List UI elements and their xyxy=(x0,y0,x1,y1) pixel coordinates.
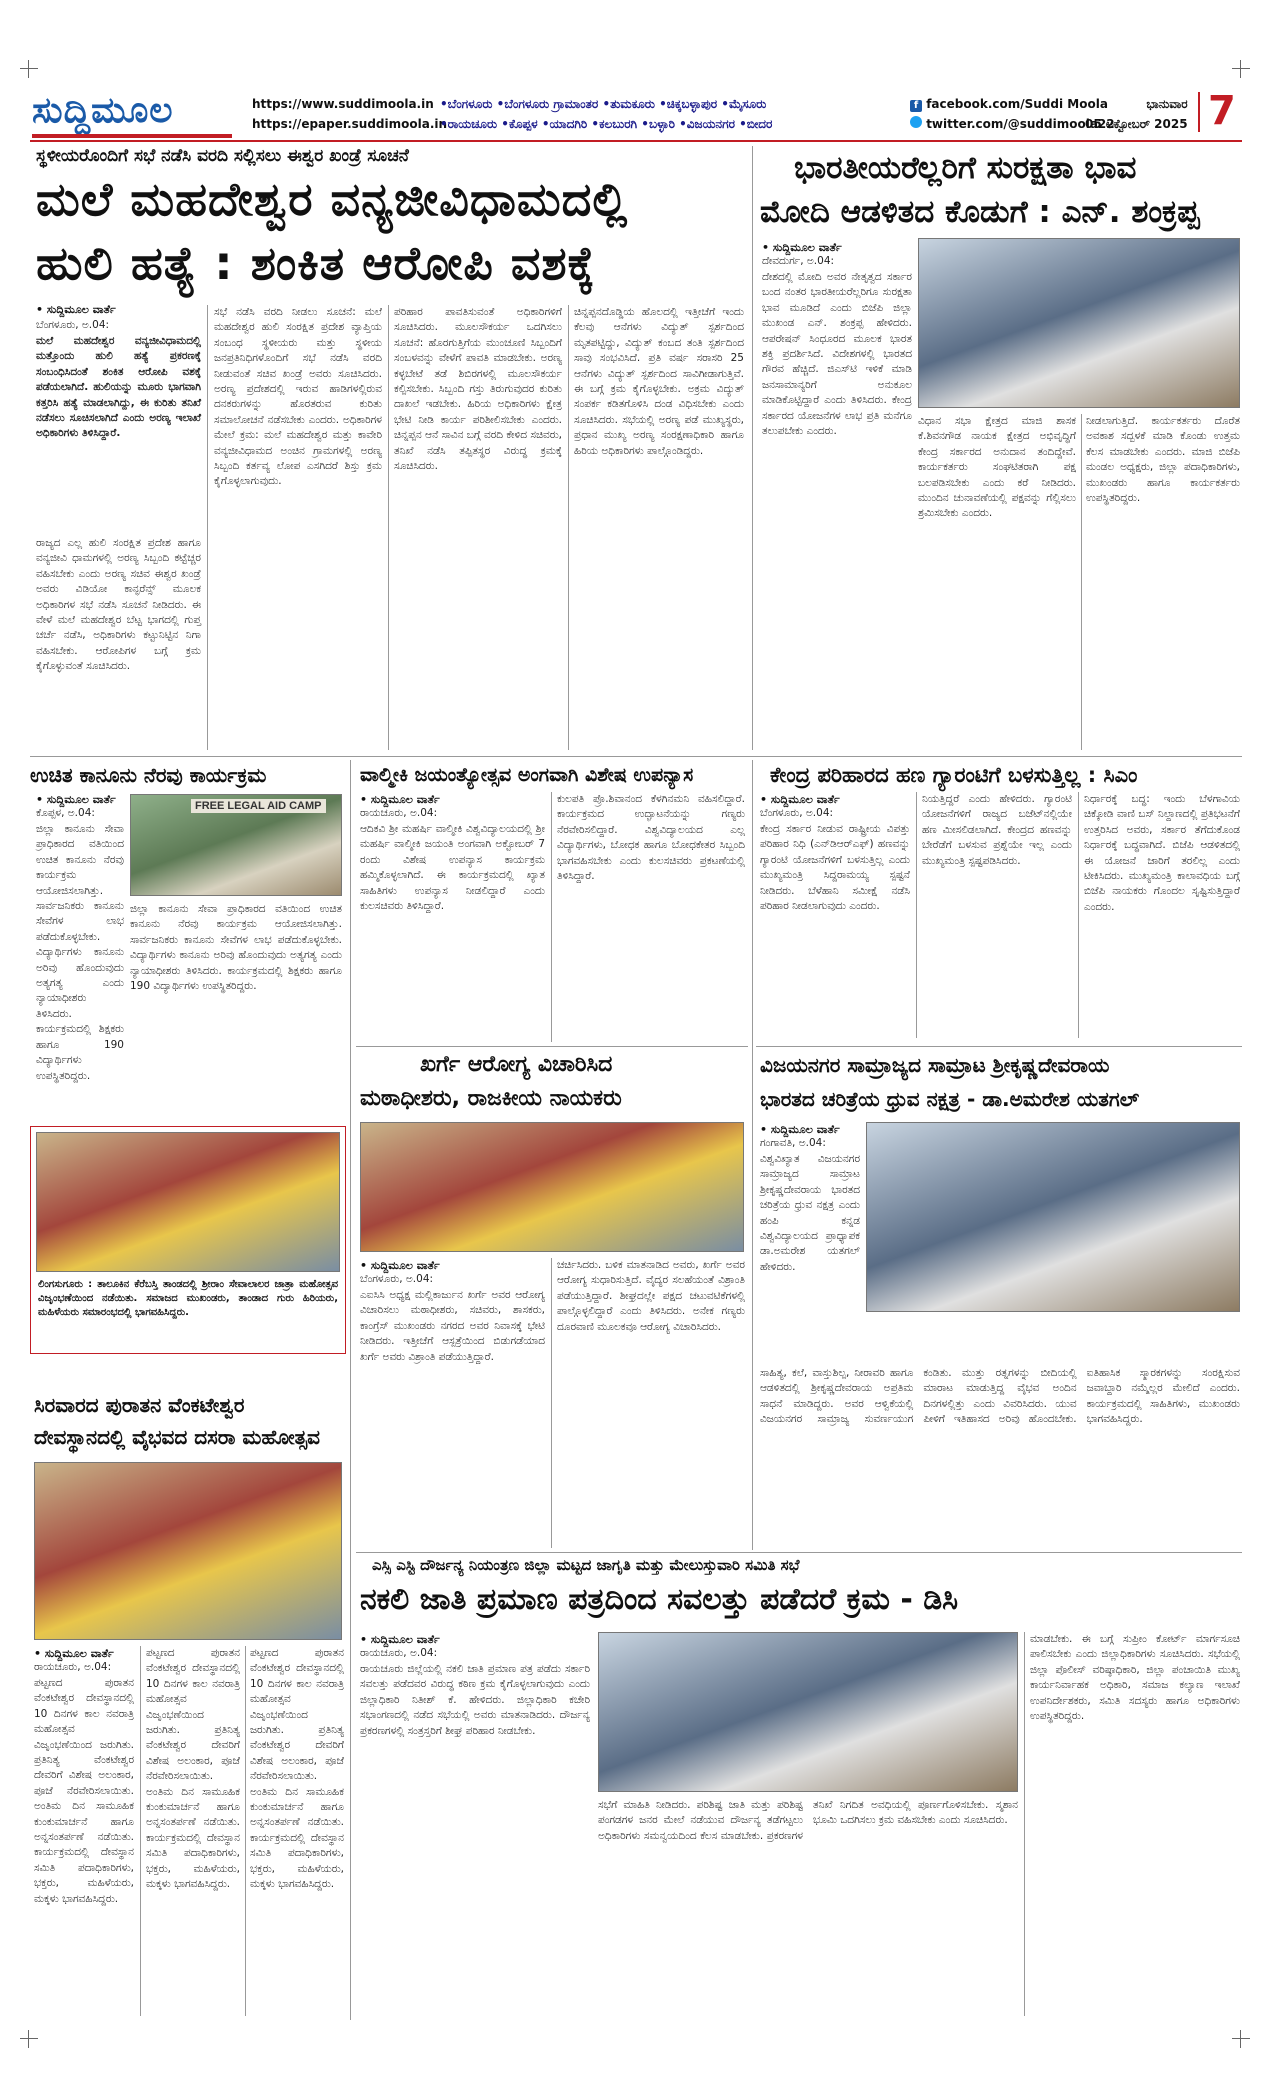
registration-mark-top-left xyxy=(20,60,38,78)
article5-dateline: ರಾಯಚೂರು, ಅ.04: xyxy=(360,807,438,819)
article2-byline: • ಸುದ್ದಿಮೂಲ ವಾರ್ತೆ xyxy=(762,241,842,254)
article2-headline-line2: ಮೋದಿ ಆಡಳಿತದ ಕೊಡುಗೆ : ಎನ್. ಶಂಕ್ರಪ್ಪ xyxy=(760,194,1200,230)
article9-col3: ಮಾಡಬೇಕು. ಈ ಬಗ್ಗೆ ಸುಪ್ರೀಂ ಕೋರ್ಟ್ ಮಾರ್ಗಸೂಚಿ ಪಾಲಿಸಬೇಕು ಎಂದು ಜಿಲ್ಲಾಧಿಕಾರಿಗಳು ಸೂಚಿಸಿದರು. ಸಭೆಯಲ್ಲಿ ಜಿಲ್ಲಾ ಪೊಲೀಸ್ ವರಿಷ್ಠಾಧಿಕಾರಿ, ಜಿಲ್ಲಾ ಪಂಚಾಯಿತಿ ಮುಖ್ಯ ಕಾರ್ಯನಿರ್ವಾಹಕ ಅಧಿಕಾರಿ, ಸಮಾಜ ಕಲ್ಯಾಣ ಇಲಾಖೆ ಉಪನಿರ್ದೇಶಕರು, ಸಮಿತಿ ಸದಸ್ಯರು ಹಾಗೂ ಅಧಿಕಾರಿಗಳು ಉಪಸ್ಥಿತರಿದ್ದರು. xyxy=(1030,1633,1240,1723)
facebook-icon: f xyxy=(910,100,922,112)
article7-byline: • ಸುದ್ದಿಮೂಲ ವಾರ್ತೆ xyxy=(760,793,840,806)
article2-col1: ದೇಶದಲ್ಲಿ ಮೋದಿ ಅವರ ನೇತೃತ್ವದ ಸರ್ಕಾರ ಬಂದ ನಂತರ ಭಾರತೀಯರೆಲ್ಲರಿಗೂ ಸುರಕ್ಷತಾ ಭಾವ ಮೂಡಿದೆ ಎಂದು ಬಿಜೆಪಿ ಜಿಲ್ಲಾ ಮುಖಂಡ ಎನ್. ಶಂಕ್ರಪ್ಪ ಹೇಳಿದರು. ಆಪರೇಷನ್ ಸಿಂಧೂರದ ಮೂಲಕ ಭಾರತ ಶಕ್ತಿ ಪ್ರದರ್ಶಿಸಿದೆ. ವಿದೇಶಗಳಲ್ಲಿ ಭಾರತದ ಗೌರವ ಹೆಚ್ಚಿದೆ. ಜಿಎಸ್‌ಟಿ ಇಳಿಕೆ ಮಾಡಿ ಜನಸಾಮಾನ್ಯರಿಗೆ ಅನುಕೂಲ ಮಾಡಿಕೊಟ್ಟಿದ್ದಾರೆ ಎಂದು ತಿಳಿಸಿದರು. ಕೇಂದ್ರ ಸರ್ಕಾರದ ಯೋಜನೆಗಳ ಲಾಭ ಪ್ರತಿ ಮನೆಗೂ ತಲುಪಬೇಕು ಎಂದರು. xyxy=(762,271,912,438)
row-divider xyxy=(356,1046,748,1047)
article9-dateline: ರಾಯಚೂರು, ಅ.04: xyxy=(360,1647,438,1659)
col-divider xyxy=(1024,1632,1025,2016)
article6-dateline: ಬೆಂಗಳೂರು, ಅ.04: xyxy=(360,1273,434,1285)
article9-photo xyxy=(598,1632,1018,1792)
article5-byline: • ಸುದ್ದಿಮೂಲ ವಾರ್ತೆ xyxy=(360,793,440,806)
article3-photo xyxy=(130,794,342,896)
article6-headline-line1: ಖರ್ಗೆ ಆರೋಗ್ಯ ವಿಚಾರಿಸಿದ xyxy=(420,1052,613,1077)
website-link[interactable]: https://www.suddimoola.in xyxy=(252,97,434,111)
twitter-link[interactable]: twitter.com/@suddimoola22 xyxy=(926,117,1115,131)
article4-photo xyxy=(34,1462,342,1640)
col-divider xyxy=(140,1646,141,2016)
article1-col1: ರಾಜ್ಯದ ಎಲ್ಲ ಹುಲಿ ಸಂರಕ್ಷಿತ ಪ್ರದೇಶ ಹಾಗೂ ವನ್ಯಜೀವಿ ಧಾಮಗಳಲ್ಲಿ ಅರಣ್ಯ ಸಿಬ್ಬಂದಿ ಕಟ್ಟೆಚ್ಚರ ವಹಿಸಬೇಕು ಎಂದು ಅರಣ್ಯ ಸಚಿವ ಈಶ್ವರ ಖಂಡ್ರೆ ಅವರು ವಿಡಿಯೋ ಕಾನ್ಫರೆನ್ಸ್ ಮೂಲಕ ಅಧಿಕಾರಿಗಳ ಸಭೆ ನಡೆಸಿ ಸೂಚನೆ ನೀಡಿದರು. ಈ ವೇಳೆ ಮಲೆ ಮಹದೇಶ್ವರ ಬೆಟ್ಟ ಭಾಗದಲ್ಲಿ ಗುಪ್ತ ಚರ್ಚೆ ನಡೆಸಿ, ಅಧಿಕಾರಿಗಳು ಕಟ್ಟುನಿಟ್ಟಿನ ನಿಗಾ ವಹಿಸಬೇಕು. ಆರೋಪಿಗಳ ಬಗ್ಗೆ ಕ್ರಮ ಕೈಗೊಳ್ಳುವಂತೆ ಸೂಚಿಸಿದರು. xyxy=(36,537,201,673)
article9-byline: • ಸುದ್ದಿಮೂಲ ವಾರ್ತೆ xyxy=(360,1633,440,1646)
article3-dateline: ಕೊಪ್ಪಳ, ಅ.04: xyxy=(36,807,95,819)
issue-date-text: 05 ಅಕ್ಟೋಬರ್ 2025 xyxy=(1085,117,1188,131)
article4-dateline: ರಾಯಚೂರು, ಅ.04: xyxy=(34,1661,112,1673)
article5-headline: ವಾಲ್ಮೀಕಿ ಜಯಂತ್ಯೋತ್ಸವ ಅಂಗವಾಗಿ ವಿಶೇಷ ಉಪನ್ಯಾಸ xyxy=(360,764,694,786)
article7-col2: ನಿಯತ್ತಿದ್ದರೆ ಎಂದು ಹೇಳಿದರು. ಗ್ಯಾರಂಟಿ ಯೋಜನೆಗಳಿಗೆ ರಾಜ್ಯದ ಬಜೆಟ್‌ನಲ್ಲಿಯೇ ಹಣ ಮೀಸಲಿಡಲಾಗಿದೆ. ಕೇಂದ್ರದ ಹಣವನ್ನು ಬೇರೆಡೆಗೆ ಬಳಸುವ ಪ್ರಶ್ನೆಯೇ ಇಲ್ಲ ಎಂದು ಮುಖ್ಯಮಂತ್ರಿ ಸ್ಪಷ್ಟಪಡಿಸಿದರು. xyxy=(922,793,1072,867)
cities-line-1: •ಬೆಂಗಳೂರು •ಬೆಂಗಳೂರು ಗ್ರಾಮಾಂತರ •ತುಮಕೂರು •ಚಿಕ್ಕಬಳ್ಳಾಪುರ •ಮೈಸೂರು xyxy=(440,97,767,111)
registration-mark-bottom-left xyxy=(20,2030,38,2048)
masthead-logo[interactable]: ಸುದ್ದಿಮೂಲ xyxy=(32,90,242,134)
article9-col2: ಸಭೆಗೆ ಮಾಹಿತಿ ನೀಡಿದರು. ಪರಿಶಿಷ್ಟ ಜಾತಿ ಮತ್ತು ಪರಿಶಿಷ್ಟ ಪಂಗಡಗಳ ಜನರ ಮೇಲೆ ನಡೆಯುವ ದೌರ್ಜನ್ಯ ತಡೆಗಟ್ಟಲು ಅಧಿಕಾರಿಗಳು ಸಮನ್ವಯದಿಂದ ಕೆಲಸ ಮಾಡಬೇಕು. ಪ್ರಕರಣಗಳ ತನಿಖೆ ನಿಗದಿತ ಅವಧಿಯಲ್ಲಿ ಪೂರ್ಣಗೊಳಿಸಬೇಕು. ಸ್ಮಶಾನ ಭೂಮಿ ಒದಗಿಸಲು ಕ್ರಮ ವಹಿಸಬೇಕು ಎಂದು ಸೂಚಿಸಿದರು. xyxy=(598,1799,1018,1842)
article3-byline: • ಸುದ್ದಿಮೂಲ ವಾರ್ತೆ xyxy=(36,793,116,806)
article5-col1: ಆದಿಕವಿ ಶ್ರೀ ಮಹರ್ಷಿ ವಾಲ್ಮೀಕಿ ವಿಶ್ವವಿದ್ಯಾಲಯದಲ್ಲಿ ಶ್ರೀ ಮಹರ್ಷಿ ವಾಲ್ಮೀಕಿ ಜಯಂತಿ ಅಂಗವಾಗಿ ಅಕ್ಟೋಬರ್ 7 ರಂದು ವಿಶೇಷ ಉಪನ್ಯಾಸ ಕಾರ್ಯಕ್ರಮ ಹಮ್ಮಿಕೊಳ್ಳಲಾಗಿದೆ. ಈ ಕಾರ್ಯಕ್ರಮದಲ್ಲಿ ಖ್ಯಾತ ಸಾಹಿತಿಗಳು ಉಪನ್ಯಾಸ ನೀಡಲಿದ್ದಾರೆ ಎಂದು ಕುಲಸಚಿವರು ತಿಳಿಸಿದ್ದಾರೆ. xyxy=(360,823,545,913)
epaper-link[interactable]: https://epaper.suddimoola.in xyxy=(252,117,448,131)
cities-line-2: •ರಾಯಚೂರು •ಕೊಪ್ಪಳ •ಯಾದಗಿರಿ •ಕಲಬುರಗಿ •ಬಳ್ಳಾರಿ •ವಿಜಯನಗರ •ಬೀದರ xyxy=(440,117,773,131)
col-divider xyxy=(245,1646,246,2016)
article3-body: ಜಿಲ್ಲಾ ಕಾನೂನು ಸೇವಾ ಪ್ರಾಧಿಕಾರದ ವತಿಯಿಂದ ಉಚಿತ ಕಾನೂನು ನೆರವು ಕಾರ್ಯಕ್ರಮ ಆಯೋಜಿಸಲಾಗಿತ್ತು. ಸಾರ್ವಜನಿಕರು ಕಾನೂನು ಸೇವೆಗಳ ಲಾಭ ಪಡೆದುಕೊಳ್ಳಬೇಕು. ವಿದ್ಯಾರ್ಥಿಗಳು ಕಾನೂನು ಅರಿವು ಹೊಂದುವುದು ಅತ್ಯಗತ್ಯ ಎಂದು ನ್ಯಾಯಾಧೀಶರು ತಿಳಿಸಿದರು. ಕಾರ್ಯಕ್ರಮದಲ್ಲಿ ಶಿಕ್ಷಕರು ಹಾಗೂ 190 ವಿದ್ಯಾರ್ಥಿಗಳು ಉಪಸ್ಥಿತರಿದ್ದರು. xyxy=(36,823,124,1082)
article1-kicker: ಸ್ಥಳೀಯರೊಂದಿಗೆ ಸಭೆ ನಡೆಸಿ ವರದಿ ಸಲ್ಲಿಸಲು ಈಶ್ವರ ಖಂಡ್ರೆ ಸೂಚನೆ xyxy=(36,146,409,166)
site-links xyxy=(252,94,447,134)
article7-headline: ಕೇಂದ್ರ ಪರಿಹಾರದ ಹಣ ಗ್ಯಾರಂಟಿಗೆ ಬಳಸುತ್ತಿಲ್ಲ : ಸಿಎಂ xyxy=(770,763,1138,787)
article1-byline: • ಸುದ್ದಿಮೂಲ ವಾರ್ತೆ xyxy=(36,303,116,316)
article8-byline: • ಸುದ್ದಿಮೂಲ ವಾರ್ತೆ xyxy=(760,1123,840,1136)
social-links xyxy=(910,94,1115,134)
twitter-icon xyxy=(910,116,922,128)
facebook-link[interactable]: facebook.com/Suddi Moola xyxy=(926,97,1108,111)
article7-col1: ಕೇಂದ್ರ ಸರ್ಕಾರ ನೀಡುವ ರಾಷ್ಟ್ರೀಯ ವಿಪತ್ತು ಪರಿಹಾರ ನಿಧಿ (ಎನ್‌ಡಿಆರ್‌ಎಫ್) ಹಣವನ್ನು ಗ್ಯಾರಂಟಿ ಯೋಜನೆಗಳಿಗೆ ಬಳಸುತ್ತಿಲ್ಲ ಎಂದು ಮುಖ್ಯಮಂತ್ರಿ ಸಿದ್ದರಾಮಯ್ಯ ಸ್ಪಷ್ಟನೆ ನೀಡಿದರು. ಬೆಳೆಹಾನಿ ಸಮೀಕ್ಷೆ ನಡೆಸಿ ಪರಿಹಾರ ನೀಡಲಾಗುವುದು ಎಂದರು. xyxy=(760,823,910,913)
legal-aid-banner: FREE LEGAL AID CAMP xyxy=(191,799,326,813)
article1-headline-line1: ಮಲೆ ಮಹದೇಶ್ವರ ವನ್ಯಜೀವಿಧಾಮದಲ್ಲಿ xyxy=(36,172,629,226)
article8-dateline: ಗಂಗಾವತಿ, ಅ.04: xyxy=(760,1137,826,1149)
article4-body: ಪಟ್ಟಣದ ಪುರಾತನ ವೆಂಕಟೇಶ್ವರ ದೇವಸ್ಥಾನದಲ್ಲಿ 10 ದಿನಗಳ ಕಾಲ ನವರಾತ್ರಿ ಮಹೋತ್ಸವ ವಿಜೃಂಭಣೆಯಿಂದ ಜರುಗಿತು. ಪ್ರತಿನಿತ್ಯ ವೆಂಕಟೇಶ್ವರ ದೇವರಿಗೆ ವಿಶೇಷ ಅಲಂಕಾರ, ಪೂಜೆ ನೆರವೇರಿಸಲಾಯಿತು. ಅಂತಿಮ ದಿನ ಸಾಮೂಹಿಕ ಕುಂಕುಮಾರ್ಚನೆ ಹಾಗೂ ಅನ್ನಸಂತರ್ಪಣೆ ನಡೆಯಿತು. ಕಾರ್ಯಕ್ರಮದಲ್ಲಿ ದೇವಸ್ಥಾನ ಸಮಿತಿ ಪದಾಧಿಕಾರಿಗಳು, ಭಕ್ತರು, ಮಹಿಳೆಯರು, ಮಕ್ಕಳು ಭಾಗವಹಿಸಿದ್ದರು. xyxy=(34,1677,134,1905)
article9-kicker: ಎಸ್ಸಿ ಎಸ್ಟಿ ದೌರ್ಜನ್ಯ ನಿಯಂತ್ರಣ ಜಿಲ್ಲಾ ಮಟ್ಟದ ಜಾಗೃತಿ ಮತ್ತು ಮೇಲುಸ್ತುವಾರಿ ಸಮಿತಿ ಸಭೆ xyxy=(372,1556,800,1574)
edition-cities xyxy=(440,94,772,134)
article8-photo xyxy=(866,1122,1240,1312)
row-divider xyxy=(30,756,1242,757)
article2-headline-line1: ಭಾರತೀಯರೆಲ್ಲರಿಗೆ ಸುರಕ್ಷತಾ ಭಾವ xyxy=(794,150,1137,186)
article6-headline-line2: ಮಠಾಧೀಶರು, ರಾಜಕೀಯ ನಾಯಕರು xyxy=(360,1086,622,1111)
article1-col2: ಸಭೆ ನಡೆಸಿ ವರದಿ ನೀಡಲು ಸೂಚನೆ: ಮಲೆ ಮಹದೇಶ್ವರ ಹುಲಿ ಸಂರಕ್ಷಿತ ಪ್ರದೇಶ ವ್ಯಾಪ್ತಿಯ ಸಂಬಂಧ ಸ್ಥಳೀಯರು ಮತ್ತು ಸ್ಥಳೀಯ ಜನಪ್ರತಿನಿಧಿಗಳೊಂದಿಗೆ ಸಭೆ ನಡೆಸಿ ವರದಿ ನೀಡುವಂತೆ ಸಚಿವ ಖಂಡ್ರೆ ಅವರು ಸೂಚಿಸಿದರು. ಅರಣ್ಯ ಪ್ರದೇಶದಲ್ಲಿ ಇರುವ ಹಾಡಿಗಳಲ್ಲಿರುವ ದನಕರುಗಳನ್ನು ಹೊರತರುವ ಕುರಿತು ಸಮಾಲೋಚನೆ ನಡೆಸಬೇಕು ಎಂದರು. ಅಧಿಕಾರಿಗಳ ಮೇಲೆ ಕ್ರಮ: ಮಲೆ ಮಹದೇಶ್ವರ ಮತ್ತು ಕಾವೇರಿ ವನ್ಯಜೀವಿಧಾಮದ ಅಂಚಿನ ಗ್ರಾಮಗಳಲ್ಲಿ ಅರಣ್ಯ ಸಿಬ್ಬಂದಿ ಕರ್ತವ್ಯ ಲೋಪ ಎಸಗಿದರೆ ಶಿಸ್ತು ಕ್ರಮ ಕೈಗೊಳ್ಳಲಾಗುವುದು. xyxy=(214,306,382,488)
article6-byline: • ಸುದ್ದಿಮೂಲ ವಾರ್ತೆ xyxy=(360,1259,440,1272)
section-divider xyxy=(752,146,753,750)
article8-headline-line2: ಭಾರತದ ಚರಿತ್ರೆಯ ಧ್ರುವ ನಕ್ಷತ್ರ - ಡಾ.ಅಮರೇಶ ಯತಗಲ್ xyxy=(760,1087,1140,1111)
article1-col4: ಚಿನ್ನಪ್ಪನದೊಡ್ಡಿಯ ಹೊಲದಲ್ಲಿ ಇತ್ತೀಚೆಗೆ ಇಂದು ಕೆಲವು ಆನೆಗಳು ವಿದ್ಯುತ್ ಸ್ಪರ್ಶದಿಂದ ಮೃತಪಟ್ಟಿದ್ದು, ವಿದ್ಯುತ್ ಕಂಬದ ತಂತಿ ಸ್ಪರ್ಶದಿಂದ ಸಾವು ಸಂಭವಿಸಿದೆ. ಪ್ರತಿ ವರ್ಷ ಸರಾಸರಿ 25 ಆನೆಗಳು ವಿದ್ಯುತ್ ಸ್ಪರ್ಶದಿಂದ ಸಾವಿಗೀಡಾಗುತ್ತಿವೆ. ಈ ಬಗ್ಗೆ ಕ್ರಮ ಕೈಗೊಳ್ಳಬೇಕು. ಅಕ್ರಮ ವಿದ್ಯುತ್ ಸಂಪರ್ಕ ಕಡಿತಗೊಳಿಸಿ ದಂಡ ವಿಧಿಸಬೇಕು ಎಂದು ಸೂಚಿಸಿದರು. ಸಭೆಯಲ್ಲಿ ಅರಣ್ಯ ಪಡೆ ಮುಖ್ಯಸ್ಥರು, ಪ್ರಧಾನ ಮುಖ್ಯ ಅರಣ್ಯ ಸಂರಕ್ಷಣಾಧಿಕಾರಿ ಹಾಗೂ ಹಿರಿಯ ಅಧಿಕಾರಿಗಳು ಪಾಲ್ಗೊಂಡಿದ್ದರು. xyxy=(574,306,744,457)
col-divider xyxy=(551,1258,552,1548)
col-divider xyxy=(568,305,569,750)
article6-col2: ಚರ್ಚಿಸಿದರು. ಬಳಿಕ ಮಾತನಾಡಿದ ಅವರು, ಖರ್ಗೆ ಅವರ ಆರೋಗ್ಯ ಸುಧಾರಿಸುತ್ತಿದೆ. ವೈದ್ಯರ ಸಲಹೆಯಂತೆ ವಿಶ್ರಾಂತಿ ಪಡೆಯುತ್ತಿದ್ದಾರೆ. ಶೀಘ್ರದಲ್ಲೇ ಪಕ್ಷದ ಚಟುವಟಿಕೆಗಳಲ್ಲಿ ಪಾಲ್ಗೊಳ್ಳಲಿದ್ದಾರೆ ಎಂದು ತಿಳಿಸಿದರು. ಅನೇಕ ಗಣ್ಯರು ದೂರವಾಣಿ ಮೂಲಕವೂ ಆರೋಗ್ಯ ವಿಚಾರಿಸಿದರು. xyxy=(557,1259,745,1333)
article4-headline-line2: ದೇವಸ್ಥಾನದಲ್ಲಿ ವೈಭವದ ದಸರಾ ಮಹೋತ್ಸವ xyxy=(34,1425,320,1449)
article7-dateline: ಬೆಂಗಳೂರು, ಅ.04: xyxy=(760,807,834,819)
article4-body-col3: ಪಟ್ಟಣದ ಪುರಾತನ ವೆಂಕಟೇಶ್ವರ ದೇವಸ್ಥಾನದಲ್ಲಿ 10 ದಿನಗಳ ಕಾಲ ನವರಾತ್ರಿ ಮಹೋತ್ಸವ ವಿಜೃಂಭಣೆಯಿಂದ ಜರುಗಿತು. ಪ್ರತಿನಿತ್ಯ ವೆಂಕಟೇಶ್ವರ ದೇವರಿಗೆ ವಿಶೇಷ ಅಲಂಕಾರ, ಪೂಜೆ ನೆರವೇರಿಸಲಾಯಿತು. ಅಂತಿಮ ದಿನ ಸಾಮೂಹಿಕ ಕುಂಕುಮಾರ್ಚನೆ ಹಾಗೂ ಅನ್ನಸಂತರ್ಪಣೆ ನಡೆಯಿತು. ಕಾರ್ಯಕ್ರಮದಲ್ಲಿ ದೇವಸ್ಥಾನ ಸಮಿತಿ ಪದಾಧಿಕಾರಿಗಳು, ಭಕ್ತರು, ಮಹಿಳೆಯರು, ಮಕ್ಕಳು ಭಾಗವಹಿಸಿದ್ದರು. xyxy=(250,1647,344,1891)
article4-byline: • ಸುದ್ದಿಮೂಲ ವಾರ್ತೆ xyxy=(34,1647,114,1660)
article8-headline-line1: ವಿಜಯನಗರ ಸಾಮ್ರಾಜ್ಯದ ಸಾಮ್ರಾಟ ಶ್ರೀಕೃಷ್ಣದೇವರಾಯ xyxy=(760,1053,1110,1077)
lingasugur-caption: ಲಿಂಗಸುಗೂರು : ತಾಲೂಕಿನ ಕೆರೆಬಸ್ತಿ ತಾಂಡದಲ್ಲಿ ಶ್ರೀರಾಂ ಸೇವಾಲಾಲರ ಜಾತ್ರಾ ಮಹೋತ್ಸವ ವಿಜೃಂಭಣೆಯಿಂದ ನಡೆಯಿತು. ಸಮಾಜದ ಮುಖಂಡರು, ತಾಂಡಾದ ಗುರು ಹಿರಿಯರು, ಮಹಿಳೆಯರು ಸಮಾರಂಭದಲ್ಲಿ ಭಾಗವಹಿಸಿದ್ದರು. xyxy=(38,1279,338,1318)
article1-dateline: ಬೆಂಗಳೂರು, ಅ.04: xyxy=(36,319,110,331)
article9-col1: ರಾಯಚೂರು ಜಿಲ್ಲೆಯಲ್ಲಿ ನಕಲಿ ಜಾತಿ ಪ್ರಮಾಣ ಪತ್ರ ಪಡೆದು ಸರ್ಕಾರಿ ಸವಲತ್ತು ಪಡೆದವರ ವಿರುದ್ಧ ಕಠಿಣ ಕ್ರಮ ಕೈಗೊಳ್ಳಲಾಗುವುದು ಎಂದು ಜಿಲ್ಲಾಧಿಕಾರಿ ನಿತೀಶ್ ಕೆ. ಹೇಳಿದರು. ಜಿಲ್ಲಾಧಿಕಾರಿ ಕಚೇರಿ ಸಭಾಂಗಣದಲ್ಲಿ ನಡೆದ ಸಭೆಯಲ್ಲಿ ಅವರು ಮಾತನಾಡಿದರು. ದೌರ್ಜನ್ಯ ಪ್ರಕರಣಗಳಲ್ಲಿ ಸಂತ್ರಸ್ತರಿಗೆ ಶೀಘ್ರ ಪರಿಹಾರ ನೀಡಬೇಕು. xyxy=(360,1663,590,1737)
col-divider xyxy=(916,792,917,1038)
registration-mark-top-right xyxy=(1232,60,1250,78)
page-number-divider xyxy=(1198,92,1200,132)
article8-col1: ವಿಶ್ವವಿಖ್ಯಾತ ವಿಜಯನಗರ ಸಾಮ್ರಾಜ್ಯದ ಸಾಮ್ರಾಟ ಶ್ರೀಕೃಷ್ಣದೇವರಾಯ ಭಾರತದ ಚರಿತ್ರೆಯ ಧ್ರುವ ನಕ್ಷತ್ರ ಎಂದು ಹಂಪಿ ಕನ್ನಡ ವಿಶ್ವವಿದ್ಯಾಲಯದ ಪ್ರಾಧ್ಯಾಪಕ ಡಾ.ಅಮರೇಶ ಯತಗಲ್ ಹೇಳಿದರು. xyxy=(760,1153,860,1273)
article5-col2: ಕುಲಪತಿ ಪ್ರೊ.ಶಿವಾನಂದ ಕೆಳಗಿನಮನಿ ವಹಿಸಲಿದ್ದಾರೆ. ಕಾರ್ಯಕ್ರಮದ ಉದ್ಘಾಟನೆಯನ್ನು ಗಣ್ಯರು ನೆರವೇರಿಸಲಿದ್ದಾರೆ. ವಿಶ್ವವಿದ್ಯಾಲಯದ ಎಲ್ಲ ವಿದ್ಯಾರ್ಥಿಗಳು, ಬೋಧಕ ಹಾಗೂ ಬೋಧಕೇತರ ಸಿಬ್ಬಂದಿ ಭಾಗವಹಿಸಬೇಕು ಎಂದು ಕುಲಸಚಿವರು ಪ್ರಕಟಣೆಯಲ್ಲಿ ತಿಳಿಸಿದ್ದಾರೆ. xyxy=(557,793,745,883)
article2-col3: ನೀಡಲಾಗುತ್ತಿದೆ. ಕಾರ್ಯಕರ್ತರು ದೊರೆತ ಅವಕಾಶ ಸದ್ಬಳಕೆ ಮಾಡಿ ಕೊಂಡು ಉತ್ತಮ ಕೆಲಸ ಮಾಡಬೇಕು ಎಂದರು. ಮಾಜಿ ಬಿಜೆಪಿ ಮಂಡಲ ಅಧ್ಯಕ್ಷರು, ಜಿಲ್ಲಾ ಪದಾಧಿಕಾರಿಗಳು, ಮುಖಂಡರು ಹಾಗೂ ಕಾರ್ಯಕರ್ತರು ಉಪಸ್ಥಿತರಿದ್ದರು. xyxy=(1086,415,1240,505)
section-divider xyxy=(350,760,351,2020)
article1-headline-line2: ಹುಲಿ ಹತ್ಯೆ : ಶಂಕಿತ ಆರೋಪಿ ವಶಕ್ಕೆ xyxy=(36,236,596,290)
issue-day: ಭಾನುವಾರ xyxy=(1146,97,1188,111)
article2-dateline: ದೇವದುರ್ಗ, ಅ.04: xyxy=(762,255,835,267)
col-divider xyxy=(1078,792,1079,1038)
row-divider xyxy=(356,1552,1242,1553)
article9-headline: ನಕಲಿ ಜಾತಿ ಪ್ರಮಾಣ ಪತ್ರದಿಂದ ಸವಲತ್ತು ಪಡೆದರೆ ಕ್ರಮ - ಡಿಸಿ xyxy=(360,1582,959,1617)
article6-photo xyxy=(360,1122,744,1252)
article3-headline: ಉಚಿತ ಕಾನೂನು ನೆರವು ಕಾರ್ಯಕ್ರಮ xyxy=(30,763,267,787)
col-divider xyxy=(1081,414,1082,750)
lingasugur-photo xyxy=(36,1132,340,1272)
registration-mark-bottom-right xyxy=(1232,2030,1250,2048)
article3-body-cont: ಜಿಲ್ಲಾ ಕಾನೂನು ಸೇವಾ ಪ್ರಾಧಿಕಾರದ ವತಿಯಿಂದ ಉಚಿತ ಕಾನೂನು ನೆರವು ಕಾರ್ಯಕ್ರಮ ಆಯೋಜಿಸಲಾಗಿತ್ತು. ಸಾರ್ವಜನಿಕರು ಕಾನೂನು ಸೇವೆಗಳ ಲಾಭ ಪಡೆದುಕೊಳ್ಳಬೇಕು. ವಿದ್ಯಾರ್ಥಿಗಳು ಕಾನೂನು ಅರಿವು ಹೊಂದುವುದು ಅತ್ಯಗತ್ಯ ಎಂದು ನ್ಯಾಯಾಧೀಶರು ತಿಳಿಸಿದರು. ಕಾರ್ಯಕ್ರಮದಲ್ಲಿ ಶಿಕ್ಷಕರು ಹಾಗೂ 190 ವಿದ್ಯಾರ್ಥಿಗಳು ಉಪಸ್ಥಿತರಿದ್ದರು. xyxy=(130,903,342,993)
article4-headline-line1: ಸಿರವಾರದ ಪುರಾತನ ವೆಂಕಟೇಶ್ವರ xyxy=(34,1393,245,1417)
page-number: 7 xyxy=(1208,88,1236,134)
article2-photo xyxy=(918,238,1240,408)
article1-col3: ಪರಿಹಾರ ಪಾವತಿಸುವಂತೆ ಅಧಿಕಾರಿಗಳಿಗೆ ಸೂಚಿಸಿದರು. ಮೂಲಸೌಕರ್ಯ ಒದಗಿಸಲು ಸೂಚನೆ: ಹೊರಗುತ್ತಿಗೆಯ ಮುಂಚೂಣಿ ಸಿಬ್ಬಂದಿಗೆ ಸಂಬಳವನ್ನು ವೇಳೆಗೆ ಪಾವತಿ ಮಾಡಬೇಕು. ಅರಣ್ಯ ಕಳ್ಳಬೇಟೆ ತಡೆ ಶಿಬಿರಗಳಲ್ಲಿ ಮೂಲಸೌಕರ್ಯ ಕಲ್ಪಿಸಬೇಕು. ಸಿಬ್ಬಂದಿ ಗಸ್ತು ತಿರುಗುವುದರ ಕುರಿತು ದಾಖಲೆ ಇಡಬೇಕು. ಹಿರಿಯ ಅಧಿಕಾರಿಗಳು ಕ್ಷೇತ್ರ ಭೇಟಿ ನೀಡಿ ಕಾರ್ಯ ಪರಿಶೀಲಿಸಬೇಕು ಎಂದರು. ಚಿನ್ನಪ್ಪನ ಆನೆ ಸಾವಿನ ಬಗ್ಗೆ ವರದಿ ಕೇಳಿದ ಸಚಿವರು, ತನಿಖೆ ನಡೆಸಿ ತಪ್ಪಿತಸ್ಥರ ವಿರುದ್ಧ ಕ್ರಮಕ್ಕೆ ಸೂಚಿಸಿದರು. xyxy=(394,306,562,473)
article1-lead: ಮಲೆ ಮಹದೇಶ್ವರ ವನ್ಯಜೀವಿಧಾಮದಲ್ಲಿ ಮತ್ತೊಂದು ಹುಲಿ ಹತ್ಯೆ ಪ್ರಕರಣಕ್ಕೆ ಸಂಬಂಧಿಸಿದಂತೆ ಶಂಕಿತ ಆರೋಪಿ ವಶಕ್ಕೆ ಪಡೆಯಲಾಗಿದೆ. ಹುಲಿಯನ್ನು ಮೂರು ಭಾಗವಾಗಿ ಕತ್ತರಿಸಿ ಹತ್ಯೆ ಮಾಡಲಾಗಿದ್ದು, ಈ ಕುರಿತು ತನಿಖೆ ನಡೆಸಲು ಸೂಚಿಸಲಾಗಿದೆ ಎಂದು ಅರಣ್ಯ ಇಲಾಖೆ ಅಧಿಕಾರಿಗಳು ತಿಳಿಸಿದ್ದಾರೆ. xyxy=(36,335,201,440)
article7-col3: ನಿರ್ಧಾರಕ್ಕೆ ಬದ್ಧ: ಇಂದು ಬೆಳಗಾವಿಯ ಚಿಕ್ಕೋಡಿ ವಾಣಿ ಬಸ್ ನಿಲ್ದಾಣದಲ್ಲಿ ಪ್ರತಿಭಟನೆಗೆ ಉತ್ತರಿಸಿದ ಅವರು, ಸರ್ಕಾರ ತೆಗೆದುಕೊಂಡ ನಿರ್ಧಾರಕ್ಕೆ ಬದ್ಧವಾಗಿದೆ. ಬಿಜೆಪಿ ಆಡಳಿತದಲ್ಲಿ ಈ ಯೋಜನೆ ಜಾರಿಗೆ ತರಲಿಲ್ಲ ಎಂದು ಟೀಕಿಸಿದರು. ಮುಖ್ಯಮಂತ್ರಿ ಕಾಲಾವಧಿಯ ಬಗ್ಗೆ ಬಿಜೆಪಿ ನಾಯಕರು ಗೊಂದಲ ಸೃಷ್ಟಿಸುತ್ತಿದ್ದಾರೆ ಎಂದರು. xyxy=(1084,793,1240,913)
section-divider xyxy=(752,760,753,1550)
issue-date xyxy=(1085,94,1188,134)
col-divider xyxy=(207,305,208,750)
article6-col1: ಎಐಸಿಸಿ ಅಧ್ಯಕ್ಷ ಮಲ್ಲಿಕಾರ್ಜುನ ಖರ್ಗೆ ಅವರ ಆರೋಗ್ಯ ವಿಚಾರಿಸಲು ಮಠಾಧೀಶರು, ಸಚಿವರು, ಶಾಸಕರು, ಕಾಂಗ್ರೆಸ್ ಮುಖಂಡರು ನಗರದ ಅವರ ನಿವಾಸಕ್ಕೆ ಭೇಟಿ ನೀಡಿದರು. ಇತ್ತೀಚೆಗೆ ಆಸ್ಪತ್ರೆಯಿಂದ ಬಿಡುಗಡೆಯಾದ ಖರ್ಗೆ ಅವರು ವಿಶ್ರಾಂತಿ ಪಡೆಯುತ್ತಿದ್ದಾರೆ. xyxy=(360,1289,545,1363)
article2-col2: ವಿಧಾನ ಸಭಾ ಕ್ಷೇತ್ರದ ಮಾಜಿ ಶಾಸಕ ಕೆ.ಶಿವನಗೌಡ ನಾಯಕ ಕ್ಷೇತ್ರದ ಅಭಿವೃದ್ಧಿಗೆ ಕೇಂದ್ರ ಸರ್ಕಾರದ ಅನುದಾನ ತಂದಿದ್ದೇವೆ. ಕಾರ್ಯಕರ್ತರು ಸಂಘಟಿತರಾಗಿ ಪಕ್ಷ ಬಲಪಡಿಸಬೇಕು ಎಂದು ಕರೆ ನೀಡಿದರು. ಮುಂದಿನ ಚುನಾವಣೆಯಲ್ಲಿ ಪಕ್ಷವನ್ನು ಗೆಲ್ಲಿಸಲು ಶ್ರಮಿಸಬೇಕು ಎಂದರು. xyxy=(918,415,1076,520)
col-divider xyxy=(551,792,552,1042)
masthead-rule xyxy=(30,140,1242,142)
col-divider xyxy=(388,305,389,750)
article4-body-col2: ಪಟ್ಟಣದ ಪುರಾತನ ವೆಂಕಟೇಶ್ವರ ದೇವಸ್ಥಾನದಲ್ಲಿ 10 ದಿನಗಳ ಕಾಲ ನವರಾತ್ರಿ ಮಹೋತ್ಸವ ವಿಜೃಂಭಣೆಯಿಂದ ಜರುಗಿತು. ಪ್ರತಿನಿತ್ಯ ವೆಂಕಟೇಶ್ವರ ದೇವರಿಗೆ ವಿಶೇಷ ಅಲಂಕಾರ, ಪೂಜೆ ನೆರವೇರಿಸಲಾಯಿತು. ಅಂತಿಮ ದಿನ ಸಾಮೂಹಿಕ ಕುಂಕುಮಾರ್ಚನೆ ಹಾಗೂ ಅನ್ನಸಂತರ್ಪಣೆ ನಡೆಯಿತು. ಕಾರ್ಯಕ್ರಮದಲ್ಲಿ ದೇವಸ್ಥಾನ ಸಮಿತಿ ಪದಾಧಿಕಾರಿಗಳು, ಭಕ್ತರು, ಮಹಿಳೆಯರು, ಮಕ್ಕಳು ಭಾಗವಹಿಸಿದ್ದರು. xyxy=(146,1647,240,1891)
row-divider xyxy=(756,1046,1242,1047)
article8-col2: ಸಾಹಿತ್ಯ, ಕಲೆ, ವಾಸ್ತುಶಿಲ್ಪ, ನೀರಾವರಿ ಹಾಗೂ ಆಡಳಿತದಲ್ಲಿ ಶ್ರೀಕೃಷ್ಣದೇವರಾಯ ಅಪ್ರತಿಮ ಸಾಧನೆ ಮಾಡಿದ್ದರು. ಅವರ ಆಳ್ವಿಕೆಯಲ್ಲಿ ವಿಜಯನಗರ ಸಾಮ್ರಾಜ್ಯ ಸುವರ್ಣಯುಗ ಕಂಡಿತು. ಮುತ್ತು ರತ್ನಗಳನ್ನು ಬೀದಿಯಲ್ಲಿ ಮಾರಾಟ ಮಾಡುತ್ತಿದ್ದ ವೈಭವ ಅಂದಿನ ದಿನಗಳಲ್ಲಿತ್ತು ಎಂದು ವಿವರಿಸಿದರು. ಯುವ ಪೀಳಿಗೆ ಇತಿಹಾಸದ ಅರಿವು ಹೊಂದಬೇಕು. ಐತಿಹಾಸಿಕ ಸ್ಮಾರಕಗಳನ್ನು ಸಂರಕ್ಷಿಸುವ ಜವಾಬ್ದಾರಿ ನಮ್ಮೆಲ್ಲರ ಮೇಲಿದೆ ಎಂದರು. ಕಾರ್ಯಕ್ರಮದಲ್ಲಿ ಸಾಹಿತಿಗಳು, ಮುಖಂಡರು ಭಾಗವಹಿಸಿದ್ದರು. xyxy=(760,1367,1240,1426)
